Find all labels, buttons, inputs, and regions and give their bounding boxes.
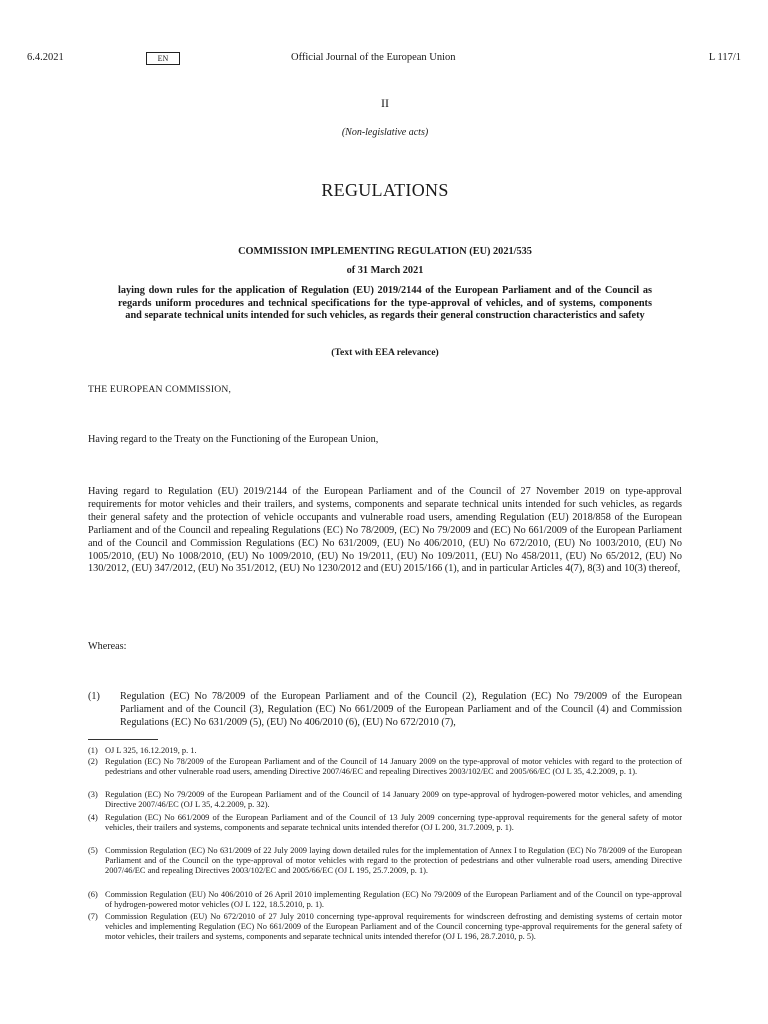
part-number: II — [381, 96, 389, 110]
language-badge: EN — [146, 52, 180, 65]
regulation-citation: Having regard to Regulation (EU) 2019/2144 of the European Parliament and of the Council of 27 November 2019 on type-approval requirements for motor vehicles and their trailers, and systems, components and separate technical units intended for such vehicles, as regards their general safety and the protection of vehicle occupants and vulnerable road users, amending Regulation (EU) 2018/858 of the European Parliament and of the Council and repealing Regulations (EC) No 78/2009, (EC) No 79/2009 and (EC) No 661/2009 of the European Parliament and of the Council and Commission Regulations (EC) No 631/2009, (EU) No 406/2010, (EU) No 672/2010, (EU) No 1003/2010, (EU) No 1005/2010, (EU) No 1008/2010, (EU) No 1009/2010, (EU) No 19/2011, (EU) No 109/2011, (EU) No 458/2011, (EU) No 65/2012, (EU) No 130/2012, (EU) 347/2012, (EU) No 351/2012, (EU) No 1230/2012 and (EU) 2015/166 (1), and in particular Articles 4(7), 8(3) and 10(3) thereof, — [88, 486, 682, 575]
footnote — [88, 790, 682, 810]
footnote-text: Regulation (EC) No 661/2009 of the European Parliament and of the Council of 13 July 2009 concerning type-approval requirements for the general safety of motor vehicles, their trailers and systems, components and separate technical units intended therefor (OJ L 200, 31.7.2009, p. 1). — [105, 813, 682, 833]
footnote — [88, 890, 682, 910]
footnote-number: (2) — [88, 757, 98, 766]
part-subtitle: (Non-legislative acts) — [341, 127, 429, 138]
footnote-text: Commission Regulation (EC) No 631/2009 of 22 July 2009 laying down detailed rules for the implementation of Annex I to Regulation (EC) No 78/2009 of the European Parliament and of the Council on the type-approval of motor vehicles with regard to the protection of pedestrians and other vulnerable road users, amending Directive 2007/46/EC and repealing Directives 2003/102/EC and 2005/66/EC (OJ L 195, 25.7.2009, p. 1). — [105, 846, 682, 876]
footnote-number: (5) — [88, 846, 98, 855]
regulation-title: COMMISSION IMPLEMENTING REGULATION (EU) 2021/535 — [238, 246, 532, 257]
footnote-text: Regulation (EC) No 78/2009 of the European Parliament and of the Council of 14 January 2009 on the type-approval of motor vehicles with regard to the protection of pedestrians and other vulnerable road users, amending Directive 2007/46/EC and repealing Directives 2003/102/EC and 2005/66/EC (OJ L 35, 4.2.2009, p. 1). — [105, 757, 682, 777]
footnote-number: (4) — [88, 813, 98, 822]
journal-title: Official Journal of the European Union — [291, 52, 456, 63]
eea-relevance: (Text with EEA relevance) — [331, 347, 439, 358]
footnote — [88, 746, 682, 756]
footnote-text: Commission Regulation (EU) No 672/2010 of 27 July 2010 concerning type-approval requirements for windscreen defrosting and demisting systems of certain motor vehicles and implementing Regulation (EC) No 661/2009 of the European Parliament and of the Council concerning type-approval requirements for the general safety of motor vehicles, their trailers and systems, components and separate technical units intended therefor (OJ L 196, 28.7.2010, p. 5). — [105, 912, 682, 942]
header-date: 6.4.2021 — [27, 52, 64, 63]
footnote-number: (1) — [88, 746, 98, 755]
footnote — [88, 813, 682, 833]
section-title: REGULATIONS — [321, 180, 449, 200]
recital-text: Regulation (EC) No 78/2009 of the European Parliament and of the Council (2), Regulation (EC) No 79/2009 of the European Parliament and of the Council (3), Regulation (EC) No 661/2009 of the European Parliament and of the Council (4) and Commission Regulations (EC) No 631/2009 (5), (EU) No 406/2010 (6), (EU) No 672/2010 (7), — [120, 691, 682, 728]
footnote-number: (7) — [88, 912, 98, 921]
footnote — [88, 846, 682, 877]
commission-heading: THE EUROPEAN COMMISSION, — [88, 384, 232, 395]
footnote-text: Regulation (EC) No 79/2009 of the European Parliament and of the Council of 14 January 2009 on type-approval of hydrogen-powered motor vehicles, and amending Directive 2007/46/EC (OJ L 35, 4.2.2009, p. 32). — [105, 790, 682, 810]
footnote-number: (6) — [88, 890, 98, 899]
regulation-subject: laying down rules for the application of Regulation (EU) 2019/2144 of the European Parliament and of the Council as regards uniform procedures and technical specifications for the type-approval of vehicles, and of systems, components and separate technical units intended for such vehicles, as regards their general construction characteristics and safety — [118, 285, 652, 322]
footnote-number: (3) — [88, 790, 98, 799]
recital-number: (1) — [88, 691, 100, 702]
footnote — [88, 912, 682, 943]
regulation-date: of 31 March 2021 — [346, 265, 424, 276]
footnote-text: OJ L 325, 16.12.2019, p. 1. — [105, 746, 197, 755]
page-reference: L 117/1 — [708, 52, 741, 63]
footnote — [88, 757, 682, 777]
whereas-heading: Whereas: — [88, 641, 127, 652]
treaty-citation: Having regard to the Treaty on the Functioning of the European Union, — [88, 434, 379, 445]
footnote-divider — [88, 739, 158, 740]
footnote-text: Commission Regulation (EU) No 406/2010 of 26 April 2010 implementing Regulation (EC) No 79/2009 of the European Parliament and of the Council on type-approval of hydrogen-powered motor vehicles (OJ L 122, 18.5.2010, p. 1). — [105, 890, 682, 910]
